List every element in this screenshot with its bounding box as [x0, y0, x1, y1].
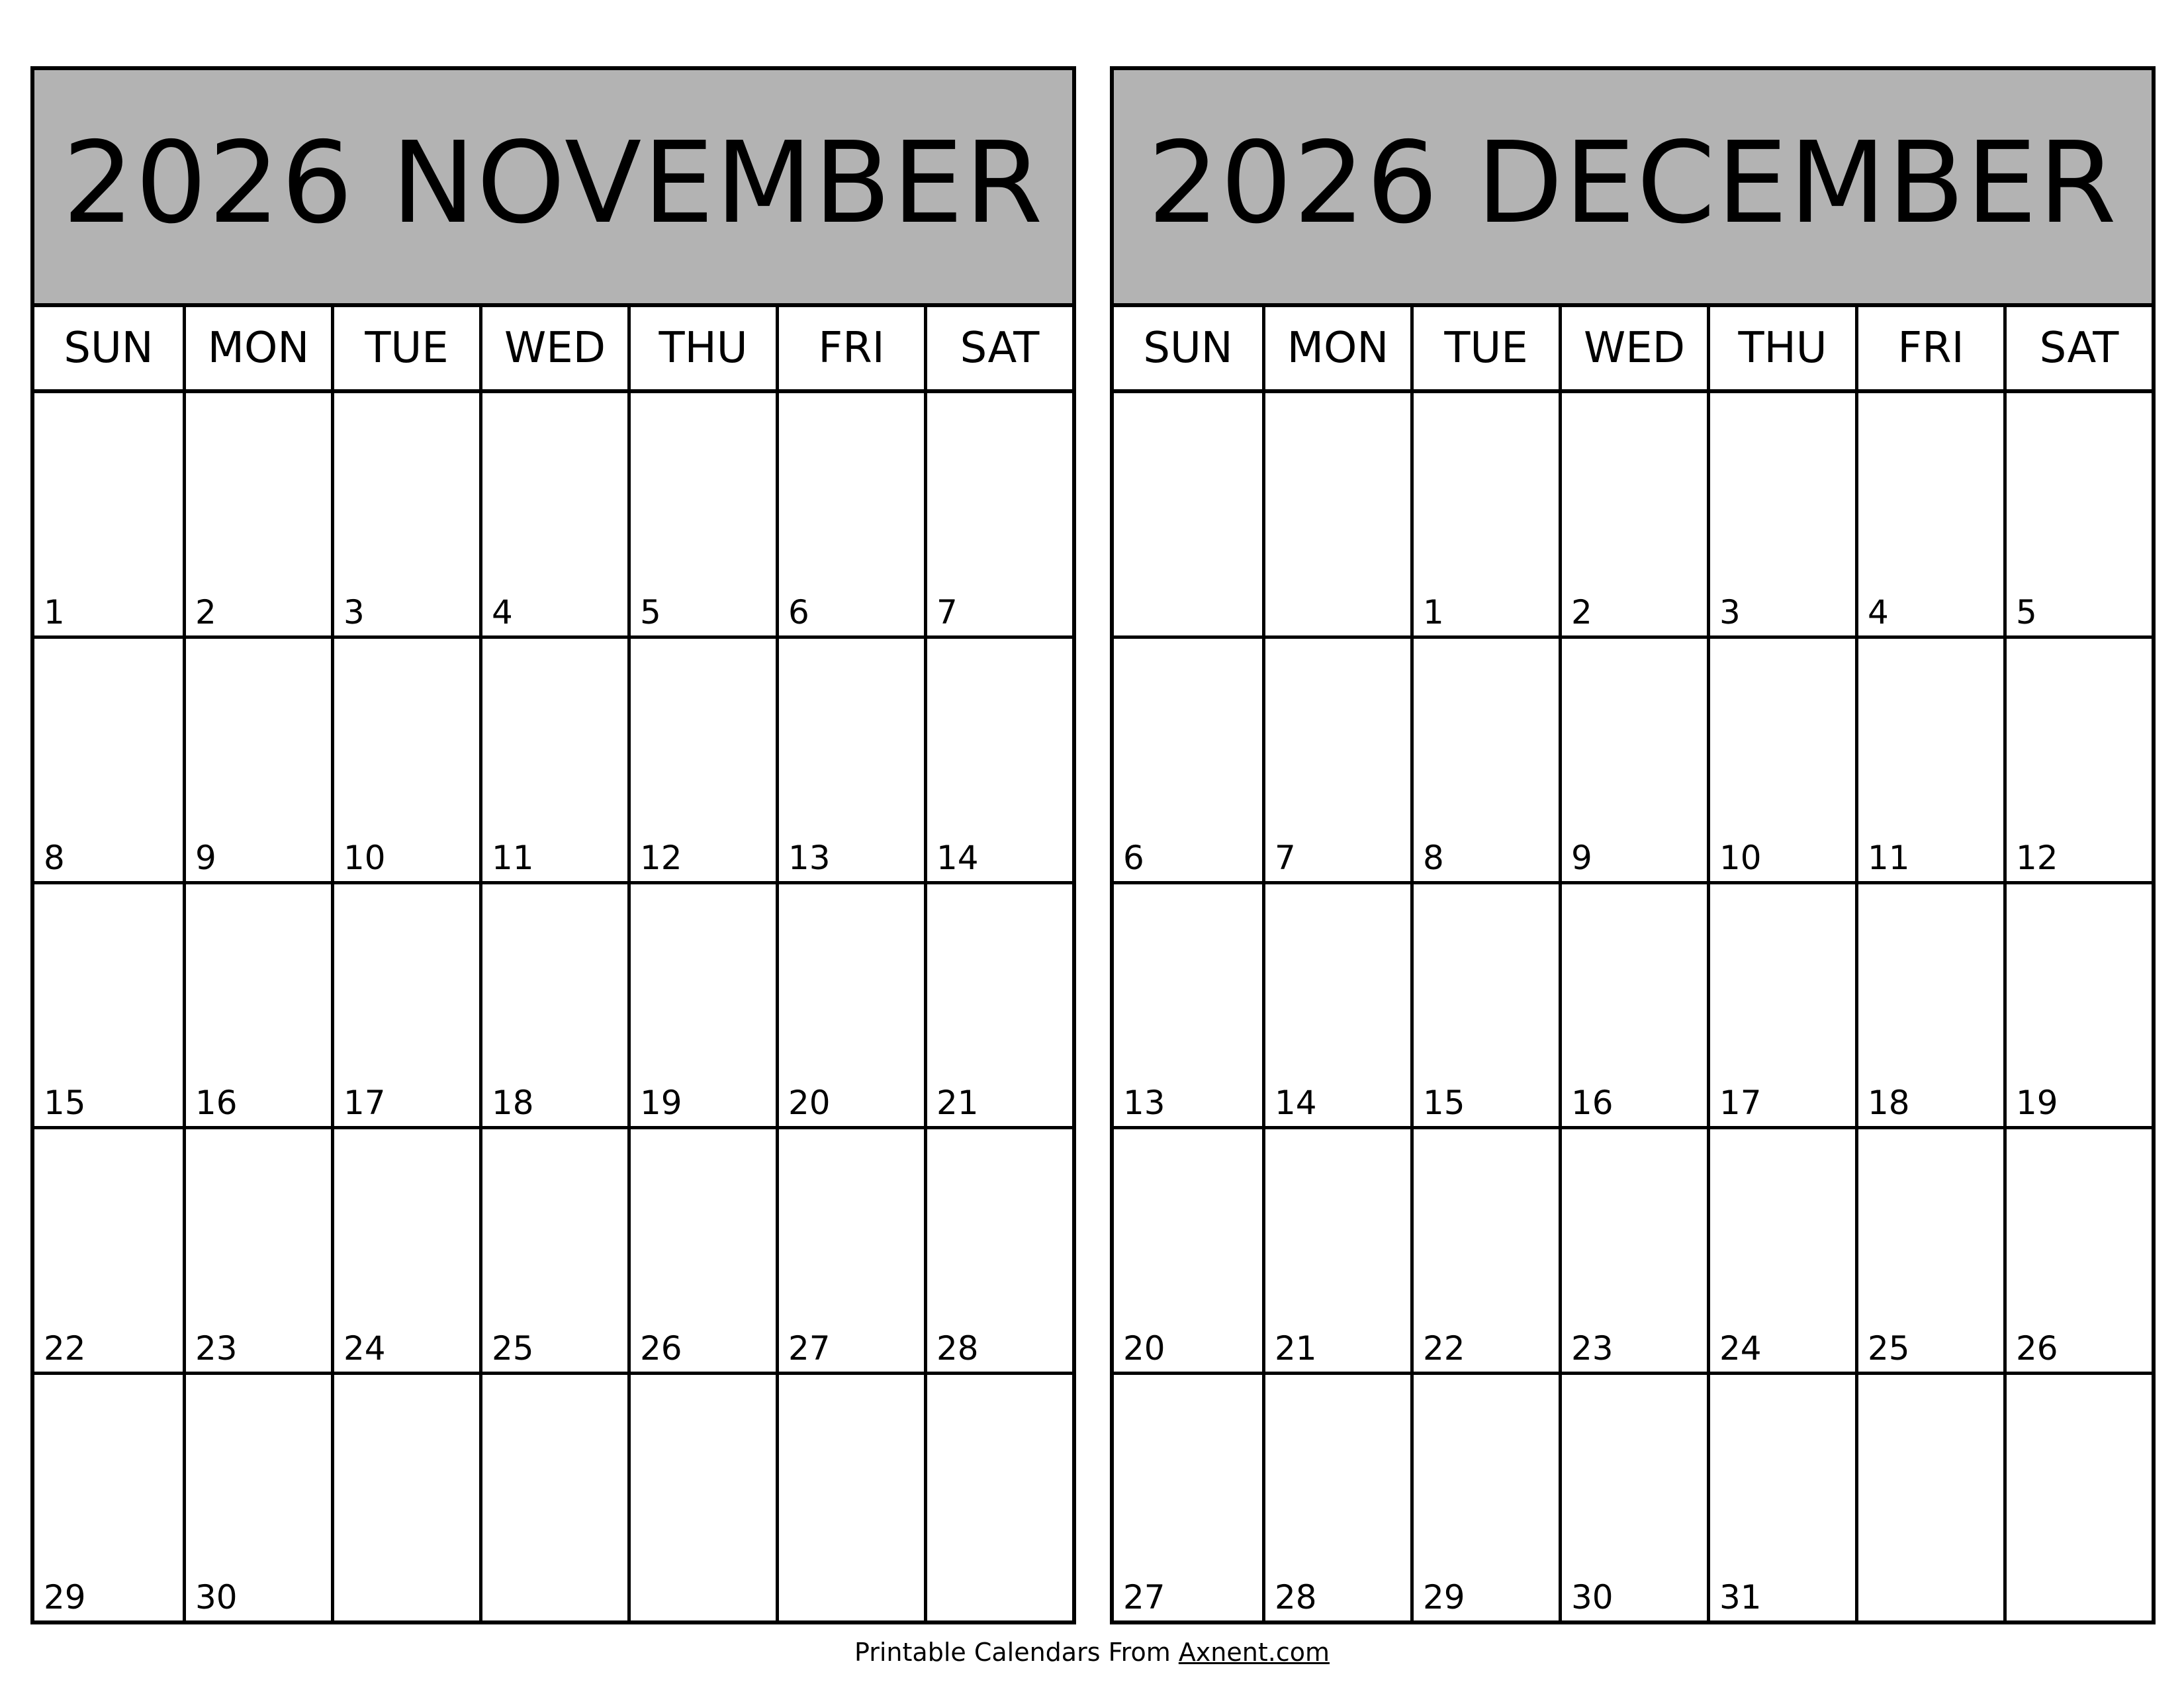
day-cell: [1559, 1375, 1707, 1620]
day-cell: [2003, 639, 2152, 884]
day-cell: [1262, 1129, 1410, 1375]
day-cell: [776, 1375, 924, 1620]
day-number: 27: [1123, 1577, 1165, 1617]
weekday-label: TUE: [331, 307, 479, 389]
day-number: 18: [492, 1084, 534, 1123]
day-number: 29: [1423, 1577, 1465, 1617]
day-number: 19: [640, 1084, 682, 1123]
day-cell: [2003, 884, 2152, 1130]
weekday-label: THU: [1707, 307, 1855, 389]
day-cell: [776, 1129, 924, 1375]
weekday-header-row: [34, 307, 1072, 393]
day-cell: [924, 884, 1072, 1130]
day-cell: [924, 393, 1072, 639]
day-grid: [1114, 393, 2152, 1620]
day-number: 30: [1571, 1577, 1614, 1617]
day-cell: [1114, 639, 1262, 884]
day-number: 2: [1571, 592, 1592, 632]
day-cell: [1114, 884, 1262, 1130]
day-number: 13: [788, 838, 831, 877]
day-cell: [2003, 393, 2152, 639]
day-number: 15: [1423, 1084, 1465, 1123]
day-cell: [331, 1375, 479, 1620]
weekday-label: TUE: [1410, 307, 1559, 389]
day-cell: [331, 639, 479, 884]
day-number: 17: [1719, 1084, 1762, 1123]
day-cell: [1410, 1129, 1559, 1375]
day-number: 25: [492, 1329, 534, 1368]
day-cell: [1114, 1129, 1262, 1375]
month-title: 2026 NOVEMBER: [62, 118, 1044, 249]
month-title: 2026 DECEMBER: [1148, 118, 2118, 249]
calendar-december: [1110, 66, 2156, 1624]
day-cell: [1855, 884, 2003, 1130]
day-cell: [183, 393, 331, 639]
day-number: 22: [1423, 1329, 1465, 1368]
day-number: 26: [640, 1329, 682, 1368]
day-cell: [776, 639, 924, 884]
day-number: 25: [1868, 1329, 1910, 1368]
day-number: 15: [44, 1084, 86, 1123]
day-cell: [479, 393, 627, 639]
day-cell: [34, 393, 183, 639]
day-number: 9: [195, 838, 216, 877]
day-cell: [1707, 393, 1855, 639]
day-cell: [1855, 1129, 2003, 1375]
day-cell: [1262, 1375, 1410, 1620]
day-number: 9: [1571, 838, 1592, 877]
day-number: 18: [1868, 1084, 1910, 1123]
day-number: 11: [1868, 838, 1910, 877]
weekday-label: FRI: [776, 307, 924, 389]
day-cell: [1262, 393, 1410, 639]
day-number: 16: [1571, 1084, 1614, 1123]
weekday-label: WED: [1559, 307, 1707, 389]
month-header: [1114, 70, 2152, 307]
day-cell: [34, 1129, 183, 1375]
day-number: 5: [2016, 592, 2037, 632]
day-cell: [1262, 884, 1410, 1130]
day-cell: [924, 1129, 1072, 1375]
day-cell: [34, 1375, 183, 1620]
day-cell: [1855, 393, 2003, 639]
day-number: 14: [936, 838, 979, 877]
footer-credit: [0, 1638, 2184, 1667]
day-number: 29: [44, 1577, 86, 1617]
day-number: 6: [788, 592, 809, 632]
day-cell: [776, 393, 924, 639]
weekday-label: MON: [1262, 307, 1410, 389]
day-cell: [331, 1129, 479, 1375]
day-number: 5: [640, 592, 661, 632]
day-cell: [1410, 1375, 1559, 1620]
day-number: 21: [1275, 1329, 1317, 1368]
day-number: 4: [1868, 592, 1889, 632]
day-number: 14: [1275, 1084, 1317, 1123]
day-number: 6: [1123, 838, 1144, 877]
day-number: 24: [1719, 1329, 1762, 1368]
day-cell: [627, 639, 776, 884]
day-number: 23: [195, 1329, 238, 1368]
day-number: 2: [195, 592, 216, 632]
day-number: 7: [1275, 838, 1296, 877]
day-cell: [1559, 884, 1707, 1130]
day-number: 10: [1719, 838, 1762, 877]
weekday-label: SUN: [1143, 324, 1233, 373]
day-cell: [2003, 1375, 2152, 1620]
day-number: 13: [1123, 1084, 1165, 1123]
day-number: 20: [788, 1084, 831, 1123]
day-number: 22: [44, 1329, 86, 1368]
day-cell: [331, 393, 479, 639]
day-cell: [479, 1375, 627, 1620]
weekday-label: SAT: [2003, 307, 2152, 389]
day-number: 28: [1275, 1577, 1317, 1617]
day-cell: [627, 884, 776, 1130]
weekday-label: SUN: [64, 324, 154, 373]
day-cell: [1262, 639, 1410, 884]
day-cell: [479, 884, 627, 1130]
weekday-label: SAT: [924, 307, 1072, 389]
day-number: 8: [44, 838, 65, 877]
day-number: 8: [1423, 838, 1444, 877]
day-cell: [1707, 884, 1855, 1130]
day-number: 27: [788, 1329, 831, 1368]
day-cell: [34, 639, 183, 884]
day-cell: [34, 884, 183, 1130]
day-cell: [183, 1129, 331, 1375]
day-cell: [1410, 639, 1559, 884]
day-number: 28: [936, 1329, 979, 1368]
calendar-november: [30, 66, 1076, 1624]
day-cell: [1114, 393, 1262, 639]
day-number: 30: [195, 1577, 238, 1617]
day-grid: [34, 393, 1072, 1620]
day-cell: [1855, 1375, 2003, 1620]
day-cell: [183, 639, 331, 884]
day-cell: [924, 1375, 1072, 1620]
day-number: 10: [343, 838, 386, 877]
footer-prefix: Printable Calendars From: [854, 1638, 1179, 1667]
day-cell: [2003, 1129, 2152, 1375]
day-cell: [1559, 393, 1707, 639]
footer-link[interactable]: Axnent.com: [1178, 1638, 1330, 1667]
day-number: 21: [936, 1084, 979, 1123]
day-number: 11: [492, 838, 534, 877]
day-cell: [1855, 639, 2003, 884]
weekday-label: MON: [183, 307, 331, 389]
day-number: 24: [343, 1329, 386, 1368]
day-cell: [479, 639, 627, 884]
weekday-label: WED: [479, 307, 627, 389]
day-cell: [1410, 393, 1559, 639]
day-number: 20: [1123, 1329, 1165, 1368]
day-cell: [776, 884, 924, 1130]
day-cell: [479, 1129, 627, 1375]
weekday-header-row: [1114, 307, 2152, 393]
day-cell: [1114, 1375, 1262, 1620]
day-cell: [183, 1375, 331, 1620]
day-cell: [1707, 1129, 1855, 1375]
day-number: 3: [343, 592, 365, 632]
day-number: 31: [1719, 1577, 1762, 1617]
day-number: 23: [1571, 1329, 1614, 1368]
day-number: 16: [195, 1084, 238, 1123]
day-cell: [924, 639, 1072, 884]
day-number: 3: [1719, 592, 1741, 632]
day-cell: [627, 1129, 776, 1375]
day-number: 17: [343, 1084, 386, 1123]
day-cell: [1559, 1129, 1707, 1375]
day-number: 7: [936, 592, 958, 632]
month-header: [34, 70, 1072, 307]
day-number: 12: [2016, 838, 2058, 877]
day-cell: [1707, 1375, 1855, 1620]
day-number: 26: [2016, 1329, 2058, 1368]
day-cell: [1559, 639, 1707, 884]
day-number: 12: [640, 838, 682, 877]
day-cell: [627, 393, 776, 639]
day-number: 4: [492, 592, 513, 632]
day-number: 1: [44, 592, 65, 632]
day-cell: [331, 884, 479, 1130]
day-cell: [183, 884, 331, 1130]
day-cell: [1410, 884, 1559, 1130]
day-number: 1: [1423, 592, 1444, 632]
weekday-label: FRI: [1855, 307, 2003, 389]
day-cell: [627, 1375, 776, 1620]
day-cell: [1707, 639, 1855, 884]
weekday-label: THU: [627, 307, 776, 389]
day-number: 19: [2016, 1084, 2058, 1123]
